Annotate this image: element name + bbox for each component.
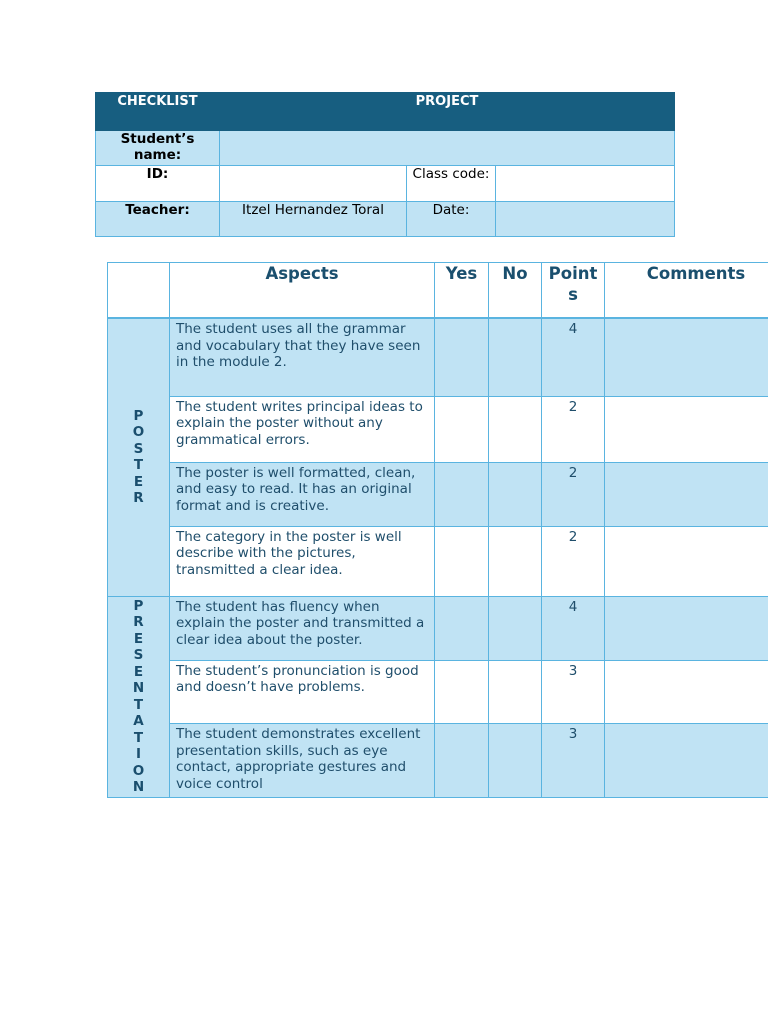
- aspect-text: The student’s pronunciation is good and doesn’t have problems.: [170, 660, 435, 723]
- date-label: Date:: [407, 202, 496, 237]
- yes-cell[interactable]: [435, 462, 489, 526]
- yes-cell[interactable]: [435, 318, 489, 396]
- category-letter: O: [132, 762, 145, 779]
- comments-cell[interactable]: [605, 596, 768, 660]
- rubric-header-row: [108, 263, 768, 319]
- no-cell[interactable]: [489, 526, 542, 596]
- aspect-text: The student uses all the grammar and vocabulary that they have seen in the module 2.: [170, 318, 435, 396]
- comments-cell[interactable]: [605, 526, 768, 596]
- no-column-header: No: [489, 263, 542, 319]
- student-name-field[interactable]: [220, 131, 675, 166]
- header-title-row: [96, 93, 675, 131]
- table-row: [108, 724, 768, 797]
- table-row: [108, 462, 768, 526]
- yes-cell[interactable]: [435, 660, 489, 723]
- category-poster: [108, 318, 170, 596]
- table-row: [108, 396, 768, 462]
- comments-cell[interactable]: [605, 396, 768, 462]
- aspect-text: The student writes principal ideas to explain the poster without any grammatical errors.: [170, 396, 435, 462]
- project-label: PROJECT: [220, 93, 675, 131]
- aspect-text: The poster is well formatted, clean, and easy to read. It has an original format and is creative.: [170, 462, 435, 526]
- table-row: [108, 596, 768, 660]
- category-letter: O: [132, 424, 145, 441]
- points-value: 2: [542, 396, 605, 462]
- class-code-label: Class code:: [407, 166, 496, 202]
- teacher-row: [96, 202, 675, 237]
- id-field[interactable]: [220, 166, 407, 202]
- category-letter: T: [133, 729, 144, 746]
- aspect-text: The category in the poster is well describe with the pictures, transmitted a clear idea.: [170, 526, 435, 596]
- yes-cell[interactable]: [435, 724, 489, 797]
- yes-cell[interactable]: [435, 526, 489, 596]
- teacher-label: Teacher:: [96, 202, 220, 237]
- category-letter: P: [133, 597, 144, 614]
- points-value: 2: [542, 526, 605, 596]
- no-cell[interactable]: [489, 724, 542, 797]
- student-name-label: Student’s name:: [96, 131, 220, 166]
- student-info-table: [95, 92, 675, 237]
- aspects-column-header: Aspects: [170, 263, 435, 319]
- teacher-value: Itzel Hernandez Toral: [220, 202, 407, 237]
- category-letter: R: [133, 490, 144, 507]
- category-letter: A: [133, 713, 144, 729]
- no-cell[interactable]: [489, 396, 542, 462]
- category-letter: P: [133, 407, 144, 424]
- points-value: 3: [542, 660, 605, 723]
- category-column-header: [108, 263, 170, 319]
- points-column-header: Points: [542, 263, 605, 319]
- category-letter: N: [132, 680, 145, 696]
- class-code-field[interactable]: [496, 166, 675, 202]
- category-letter: S: [133, 440, 144, 457]
- comments-cell[interactable]: [605, 318, 768, 396]
- id-label: ID:: [96, 166, 220, 202]
- category-presentation: [108, 596, 170, 797]
- checklist-label: CHECKLIST: [96, 93, 220, 131]
- table-row: [108, 660, 768, 723]
- category-letter: S: [133, 647, 144, 663]
- points-value: 3: [542, 724, 605, 797]
- points-value: 4: [542, 596, 605, 660]
- comments-cell[interactable]: [605, 462, 768, 526]
- id-row: [96, 166, 675, 202]
- category-letter: E: [133, 630, 144, 647]
- category-letter: T: [133, 696, 144, 713]
- comments-column-header: Comments: [605, 263, 768, 319]
- comments-cell[interactable]: [605, 724, 768, 797]
- table-row: [108, 526, 768, 596]
- date-field[interactable]: [496, 202, 675, 237]
- yes-column-header: Yes: [435, 263, 489, 319]
- category-letter: E: [133, 663, 144, 680]
- category-letter: I: [135, 746, 142, 762]
- no-cell[interactable]: [489, 462, 542, 526]
- aspect-text: The student demonstrates excellent presentation skills, such as eye contact, appropriate gestures and voice control: [170, 724, 435, 797]
- category-letter: N: [132, 779, 145, 795]
- aspect-text: The student has fluency when explain the poster and transmitted a clear idea about the poster.: [170, 596, 435, 660]
- points-value: 4: [542, 318, 605, 396]
- yes-cell[interactable]: [435, 396, 489, 462]
- rubric-table: [107, 262, 768, 798]
- comments-cell[interactable]: [605, 660, 768, 723]
- category-letter: E: [133, 473, 144, 490]
- category-letter: T: [133, 457, 144, 474]
- student-name-row: [96, 131, 675, 166]
- no-cell[interactable]: [489, 660, 542, 723]
- no-cell[interactable]: [489, 318, 542, 396]
- points-value: 2: [542, 462, 605, 526]
- no-cell[interactable]: [489, 596, 542, 660]
- table-row: [108, 318, 768, 396]
- yes-cell[interactable]: [435, 596, 489, 660]
- category-letter: R: [133, 614, 144, 630]
